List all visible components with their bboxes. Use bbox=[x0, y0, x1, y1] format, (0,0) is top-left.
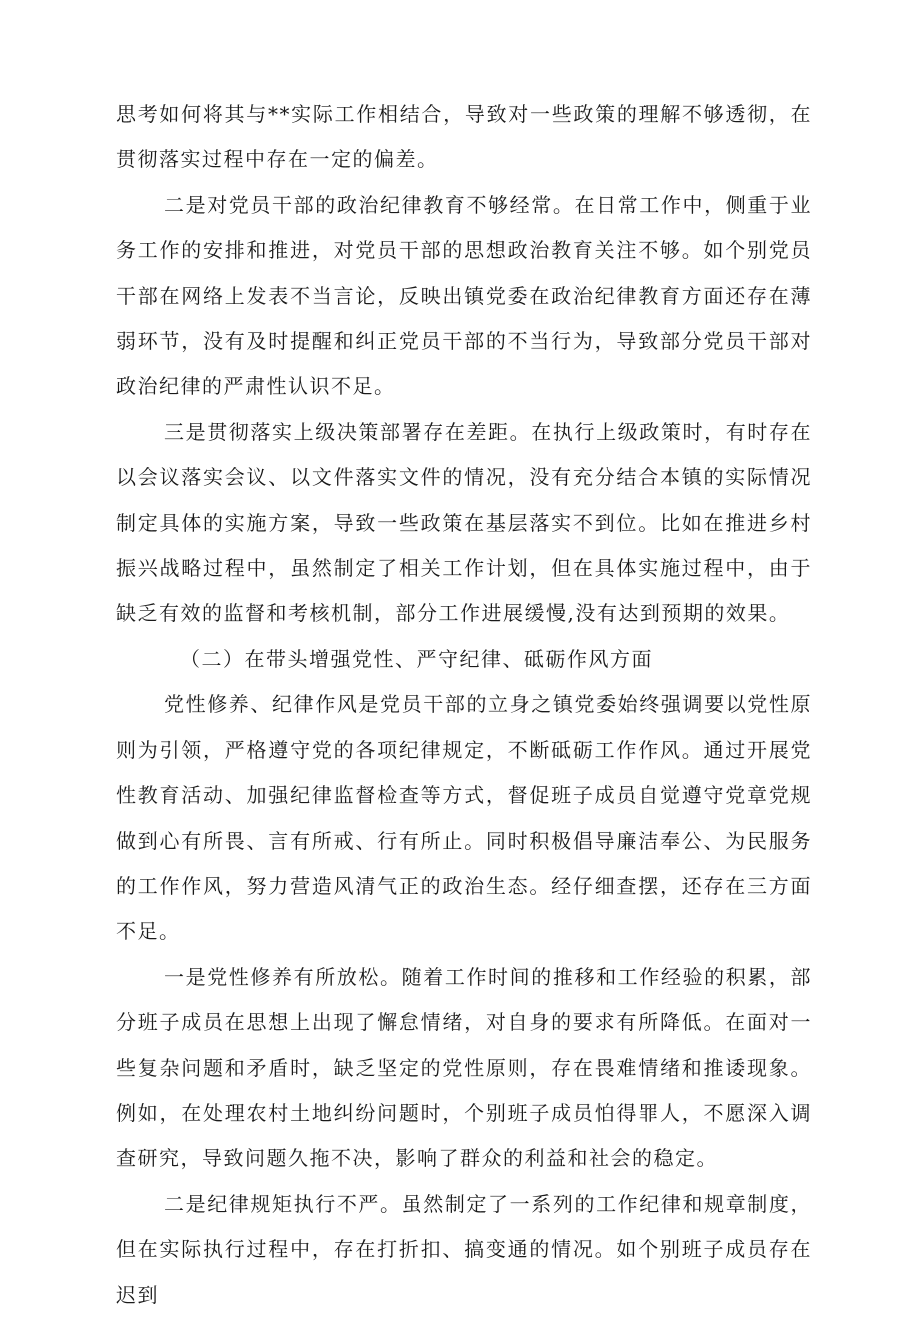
document-body bbox=[116, 92, 812, 1318]
paragraph-implementation-gap: 三是贯彻落实上级决策部署存在差距。在执行上级政策时，有时存在以会议落实会议、以文件落实文件的情况，没有充分结合本镇的实际情况制定具体的实施方案，导致一些政策在基层落实不到位。比如在推进乡村振兴战略过程中，虽然制定了相关工作计划，但在具体实施过程中，由于缺乏有效的监督和考核机制，部分工作进展缓慢,没有达到预期的效果。 bbox=[116, 419, 812, 626]
paragraph-party-spirit-relaxed: 一是党性修养有所放松。随着工作时间的推移和工作经验的积累，部分班子成员在思想上出现了懈怠情绪，对自身的要求有所降低。在面对一些复杂问题和矛盾时，缺乏坚定的党性原则，存在畏难情绪和推诿现象。例如，在处理农村土地纠纷问题时，个别班子成员怕得罪人，不愿深入调查研究，导致问题久拖不决，影响了群众的利益和社会的稳定。 bbox=[116, 964, 812, 1171]
paragraph-discipline-lax: 二是纪律规矩执行不严。虽然制定了一系列的工作纪律和规章制度，但在实际执行过程中，存在打折扣、搞变通的情况。如个别班子成员存在迟到 bbox=[116, 1191, 812, 1307]
section-heading: （二）在带头增强党性、严守纪律、砥砺作风方面 bbox=[180, 646, 653, 671]
paragraph-continuation: 思考如何将其与**实际工作相结合，导致对一些政策的理解不够透彻，在贯彻落实过程中存在一定的偏差。 bbox=[116, 102, 812, 172]
paragraph-party-spirit-intro: 党性修养、纪律作风是党员干部的立身之镇党委始终强调要以党性原则为引领，严格遵守党的各项纪律规定，不断砥砺工作作风。通过开展党性教育活动、加强纪律监督检查等方式，督促班子成员自觉遵守党章党规做到心有所畏、言有所戒、行有所止。同时积极倡导廉洁奉公、为民服务的工作作风，努力营造风清气正的政治生态。经仔细查摆，还存在三方面不足。 bbox=[116, 692, 812, 944]
paragraph-political-discipline: 二是对党员干部的政治纪律教育不够经常。在日常工作中，侧重于业务工作的安排和推进，对党员干部的思想政治教育关注不够。如个别党员干部在网络上发表不当言论，反映出镇党委在政治纪律教育方面还存在薄弱环节，没有及时提醒和纠正党员干部的不当行为，导致部分党员干部对政治纪律的严肃性认识不足。 bbox=[116, 192, 812, 399]
